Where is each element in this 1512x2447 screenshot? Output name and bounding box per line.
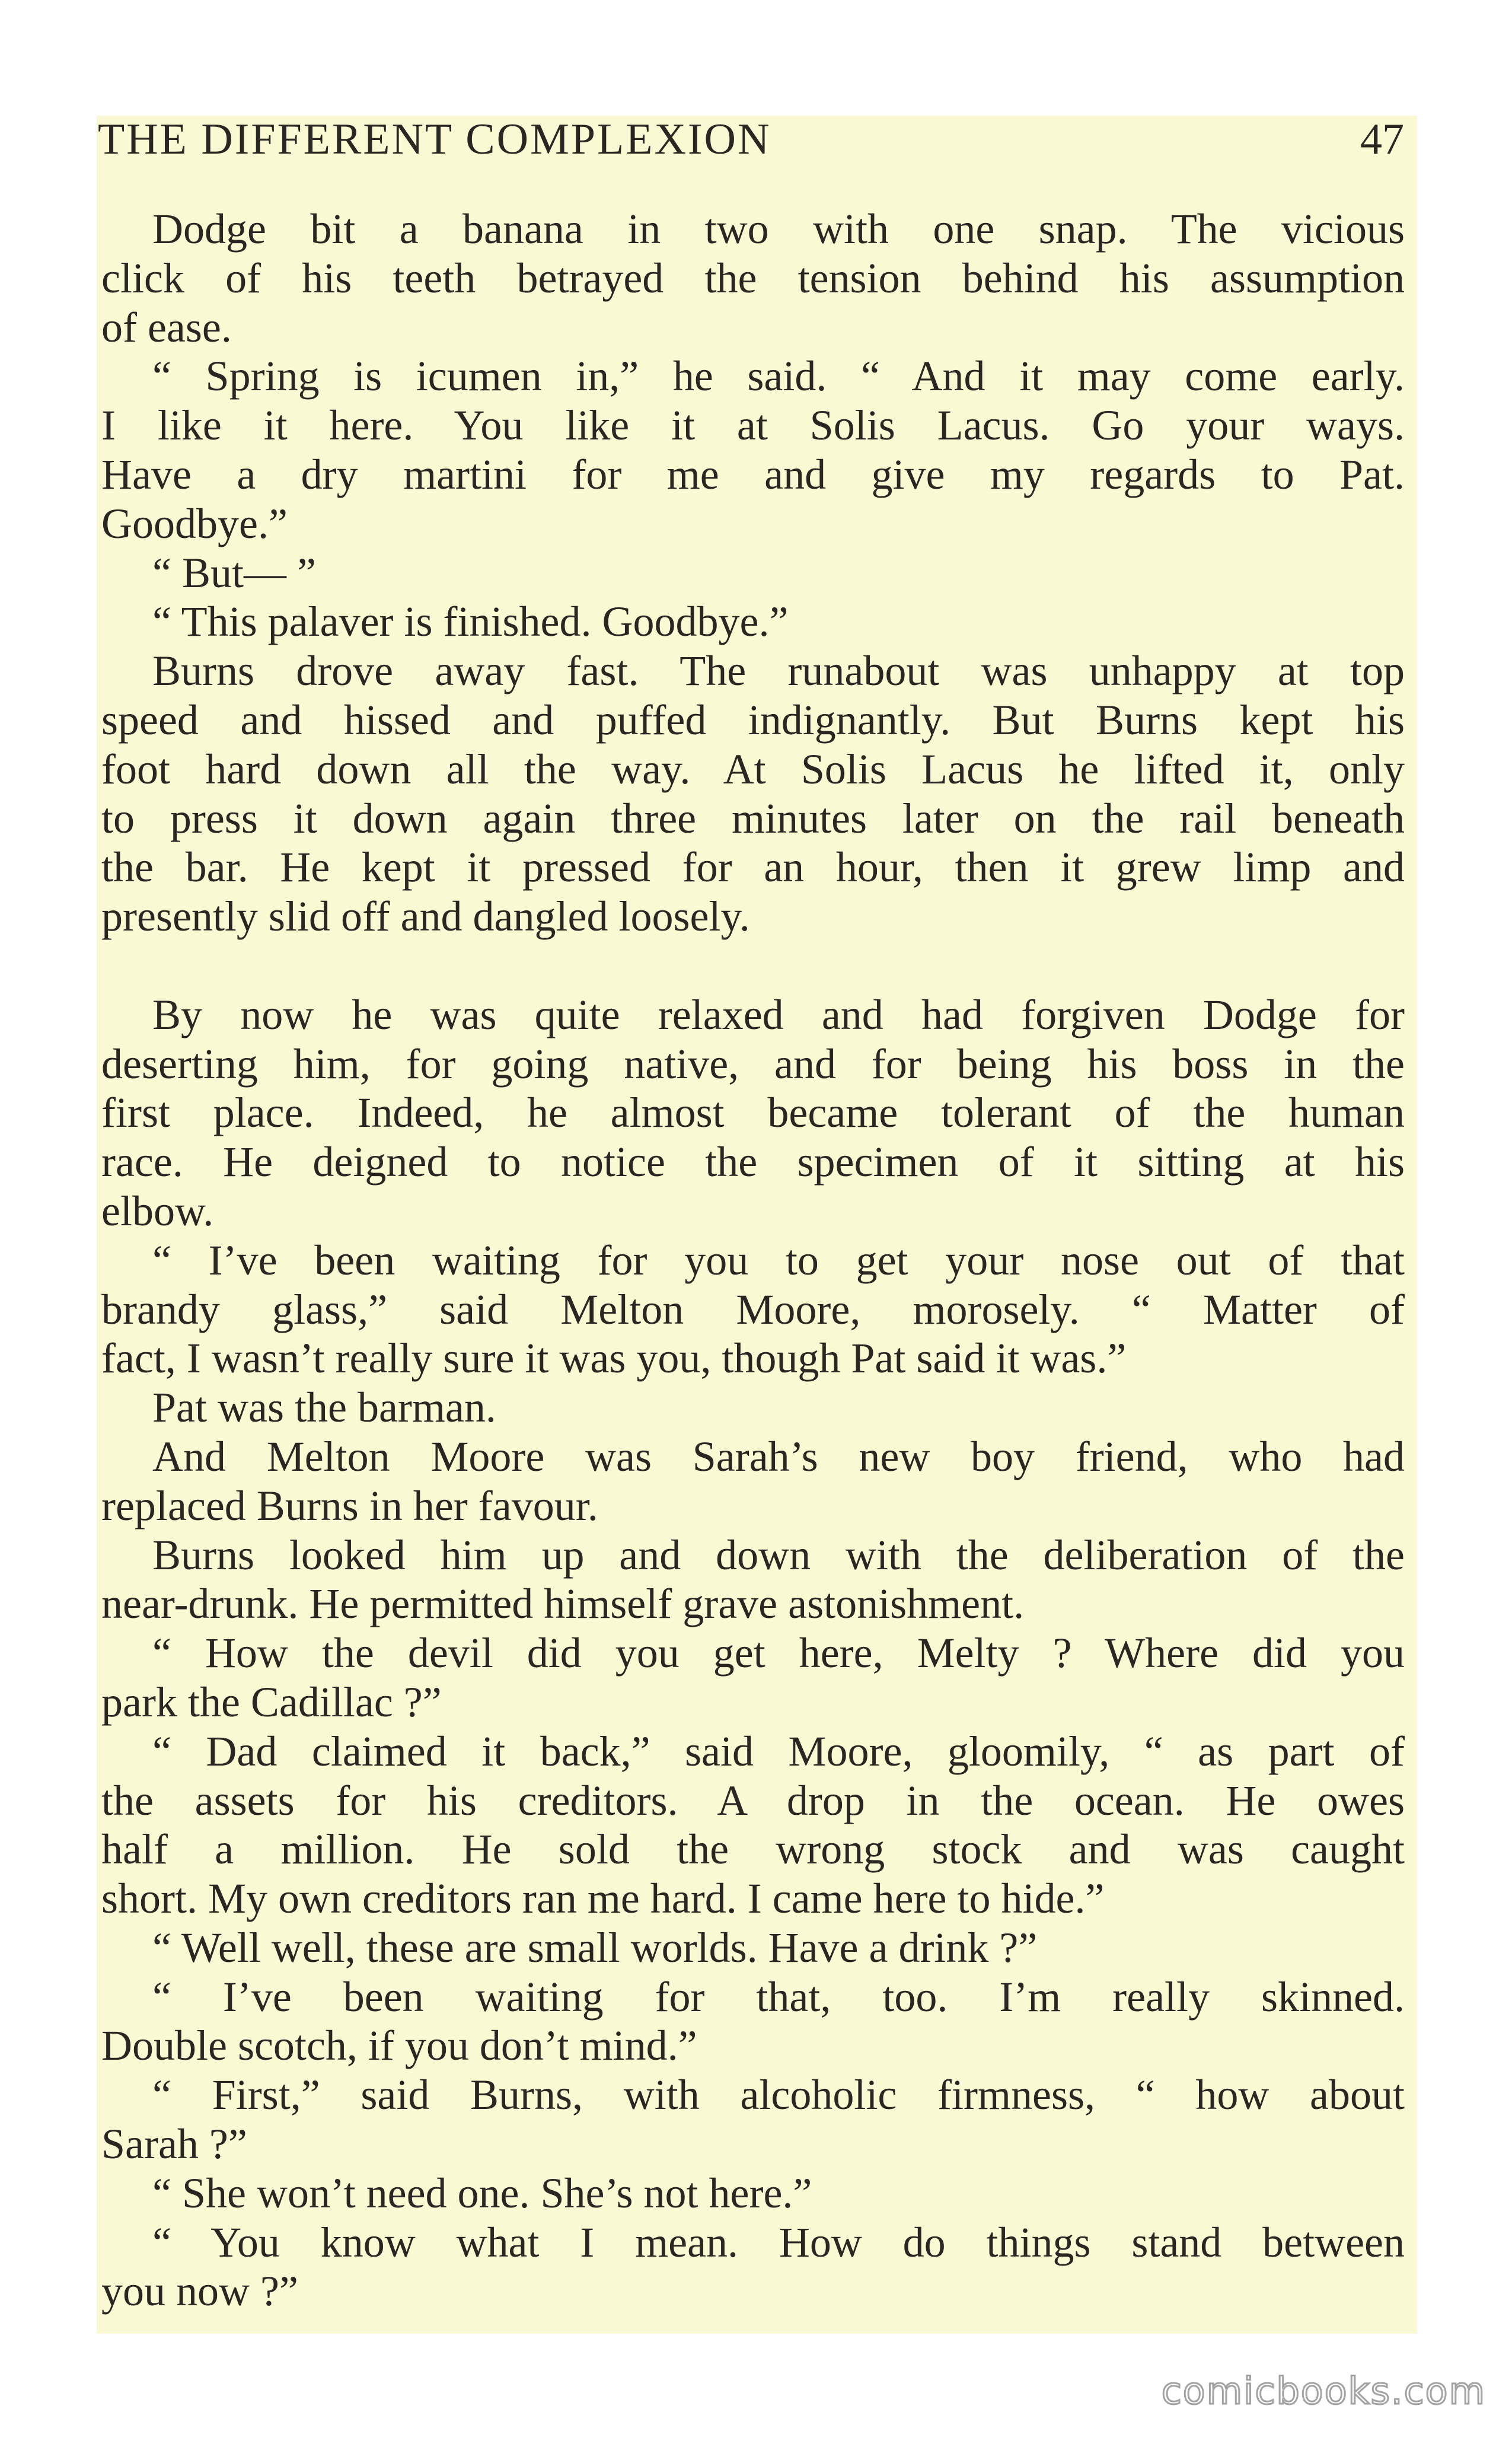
paragraph — [101, 1923, 1405, 1973]
text-line: race. He deigned to notice the specimen of it sitting at his — [101, 1138, 1405, 1186]
text-line: near-drunk. He permitted himself grave astonishment. — [101, 1580, 1025, 1628]
text-line: Burns drove away fast. The runabout was unhappy at top — [152, 647, 1405, 695]
text-line: By now he was quite relaxed and had forgiven Dodge for — [152, 990, 1405, 1038]
text-line: brandy glass,” said Melton Moore, morosely. “ Matter of — [101, 1285, 1405, 1333]
book-page — [97, 116, 1417, 2334]
paragraph — [101, 352, 1405, 548]
text-line: the bar. He kept it pressed for an hour, then it grew limp and — [101, 843, 1405, 891]
text-line: “ Well well, these are small worlds. Have a drink ?” — [152, 1923, 1038, 1971]
text-line: fact, I wasn’t really sure it was you, though Pat said it was.” — [101, 1334, 1127, 1382]
body-text — [101, 205, 1405, 2316]
paragraph — [101, 1531, 1405, 1629]
text-line: “ This palaver is finished. Goodbye.” — [152, 598, 789, 646]
running-head: THE DIFFERENT COMPLEXION — [98, 115, 771, 164]
text-line: deserting him, for going native, and for being his boss in the — [101, 1040, 1405, 1088]
text-line: Have a dry martini for me and give my regards to Pat. — [101, 450, 1405, 498]
text-line: I like it here. You like it at Solis Lacus. Go your ways. — [101, 402, 1405, 450]
paragraph-gap — [101, 941, 1405, 990]
text-line: elbow. — [101, 1187, 214, 1235]
paragraph — [101, 549, 1405, 598]
text-line: foot hard down all the way. At Solis Lacus he lifted it, only — [101, 745, 1405, 793]
text-line: replaced Burns in her favour. — [101, 1481, 598, 1530]
text-line: Burns looked him up and down with the deliberation of the — [152, 1531, 1405, 1579]
text-line: “ I’ve been waiting for that, too. I’m really skinned. — [152, 1973, 1405, 2021]
text-line: presently slid off and dangled loosely. — [101, 893, 750, 941]
paragraph — [101, 2169, 1405, 2218]
text-line: short. My own creditors ran me hard. I came here to hide.” — [101, 1875, 1105, 1923]
text-line: “ First,” said Burns, with alcoholic firmness, “ how about — [152, 2071, 1405, 2119]
paragraph — [101, 1727, 1405, 1923]
text-line: park the Cadillac ?” — [101, 1678, 442, 1726]
text-line: click of his teeth betrayed the tension behind his assumption — [101, 254, 1405, 302]
paragraph — [101, 1236, 1405, 1383]
text-line: “ You know what I mean. How do things stand between — [152, 2218, 1405, 2266]
paragraph — [101, 1629, 1405, 1727]
paragraph — [101, 597, 1405, 646]
page-number: 47 — [1360, 115, 1404, 164]
paragraph — [101, 1432, 1405, 1531]
text-line: of ease. — [101, 303, 232, 351]
text-line: “ But— ” — [152, 549, 316, 597]
text-line: Double scotch, if you don’t mind.” — [101, 2022, 697, 2070]
text-line: Dodge bit a banana in two with one snap. The vicious — [152, 205, 1405, 253]
text-line: to press it down again three minutes later on the rail beneath — [101, 794, 1405, 842]
text-line: “ Spring is icumen in,” he said. “ And it may come early. — [152, 352, 1405, 400]
text-line: the assets for his creditors. A drop in the ocean. He owes — [101, 1776, 1405, 1824]
text-line: first place. Indeed, he almost became tolerant of the human — [101, 1089, 1405, 1137]
paragraph — [101, 205, 1405, 352]
watermark-logo: comicbooks.com — [1161, 2369, 1486, 2413]
page-header — [97, 116, 1417, 175]
paragraph — [101, 1973, 1405, 2071]
paragraph — [101, 1383, 1405, 1432]
paragraph — [101, 2070, 1405, 2169]
paragraph — [101, 990, 1405, 1236]
text-line: half a million. He sold the wrong stock and was caught — [101, 1825, 1405, 1874]
text-line: “ I’ve been waiting for you to get your nose out of that — [152, 1236, 1405, 1284]
paragraph — [101, 2218, 1405, 2317]
text-line: “ She won’t need one. She’s not here.” — [152, 2169, 812, 2217]
text-line: Pat was the barman. — [152, 1384, 496, 1432]
text-line: you now ?” — [101, 2267, 298, 2315]
text-line: And Melton Moore was Sarah’s new boy friend, who had — [152, 1432, 1405, 1480]
text-line: speed and hissed and puffed indignantly. But Burns kept his — [101, 696, 1405, 744]
text-line: Sarah ?” — [101, 2120, 247, 2168]
text-line: “ How the devil did you get here, Melty ? Where did you — [152, 1629, 1405, 1677]
text-line: “ Dad claimed it back,” said Moore, gloomily, “ as part of — [152, 1727, 1405, 1775]
text-line: Goodbye.” — [101, 499, 288, 547]
paragraph — [101, 646, 1405, 941]
